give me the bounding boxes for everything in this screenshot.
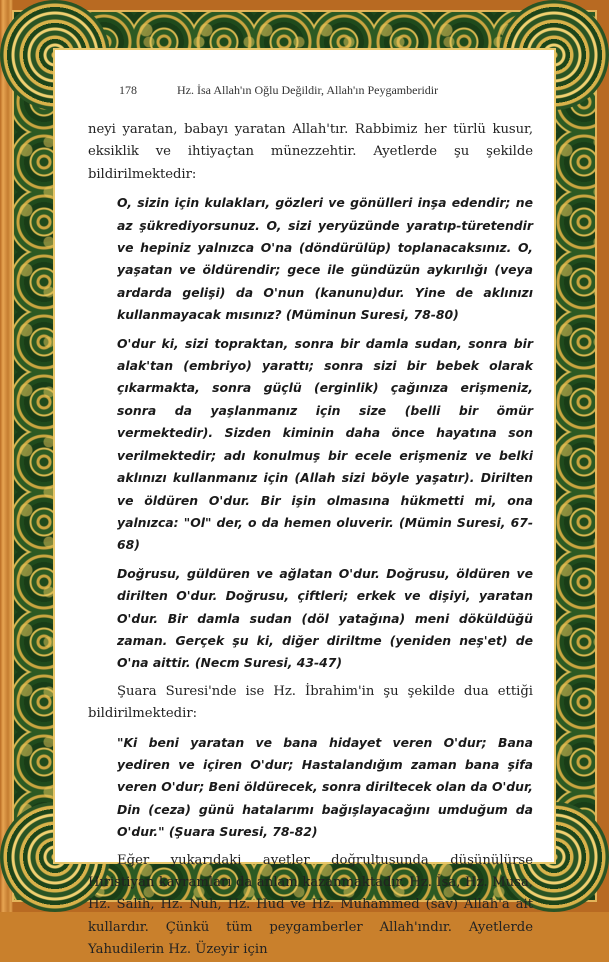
verse-quote: Doğrusu, güldüren ve ağlatan O'dur. Doğrusu, öldüren ve dirilten O'dur. Doğrusu, çiftleri; erkek ve dişiyi, yaratan O'dur. Bir damla sudan (döl yatağına) meni döküldüğü zaman. Gerçek şu ki, diğer diriltme (yeniden neş'et) de O'na aittir. (Necm Suresi, 43-47)	[117, 565, 533, 671]
running-title: Hz. İsa Allah'ın Oğlu Değildir, Allah'ın Peygamberidir	[177, 83, 439, 97]
verse-quote: O'dur ki, sizi topraktan, sonra bir damla sudan, sonra bir alak'tan (embriyo) yarattı; sonra sizi bir bebek olarak çıkarmakta, sonra güçlü (erginlik) çağınıza erişmeniz, sonra da yaşlanmanız için size (belli bir ömür vermektedir). Sizden kiminin daha önce hayatına son verilmektedir; adı konulmuş bir ecele erişmeniz ve belki aklınızı kullanmanız için (Allah sizi böyle yaşatır). Dirilten ve öldüren O'dur. Bir işin olmasına hükmetti mi, ona yalnızca: "Ol" der, o da hemen oluverir. (Mümin Suresi, 67-68)	[117, 335, 533, 553]
paragraph: Eğer yukarıdaki ayetler doğrultusunda düşünülürse Hıristiyan kavramları da anlam kazanmaktadır. Hz. İsa, Hz. Musa, Hz. Salih, Hz. Nuh, Hz. Hud ve Hz. Muhammed (sav) Allah'a ait kullardır. Çünkü tüm peygamberler Allah'ındır. Ayetlerde Yahudilerin Hz. Üzeyir için	[88, 852, 533, 958]
verse-quote: O, sizin için kulakları, gözleri ve gönülleri inşa edendir; ne az şükrediyorsunuz. O, sizi yeryüzünde yaratıp-türetendir ve hepiniz yalnızca O'na (döndürülüp) toplanacaksınız. O, yaşatan ve öldürendir; gece ile gündüzün aykırılığı (veya ardarda gelişi) da O'nun (kanunu)dur. Yine de aklınızı kullanmayacak mısınız? (Müminun Suresi, 78-80)	[117, 195, 533, 323]
verse-quote: "Ki beni yaratan ve bana hidayet veren O'dur; Bana yediren ve içiren O'dur; Hastalandığım zaman bana şifa veren O'dur; Beni öldürecek, sonra diriltecek olan da O'dur, Din (ceza) günü hatalarımı bağışlayacağını umduğum da O'dur." (Şuara Suresi, 78-82)	[117, 734, 533, 840]
page	[55, 50, 554, 958]
paragraph: Şuara Suresi'nde ise Hz. İbrahim'in şu şekilde dua ettiği bildirilmektedir:	[88, 683, 533, 722]
page-number: 178	[119, 83, 137, 97]
paragraph: neyi yaratan, babayı yaratan Allah'tır. Rabbimiz her türlü kusur, eksiklik ve ihtiyaçtan münezzehtir. Ayetlerde şu şekilde bildirilmektedir:	[88, 122, 533, 182]
running-header	[119, 83, 438, 98]
body-text	[88, 119, 533, 962]
